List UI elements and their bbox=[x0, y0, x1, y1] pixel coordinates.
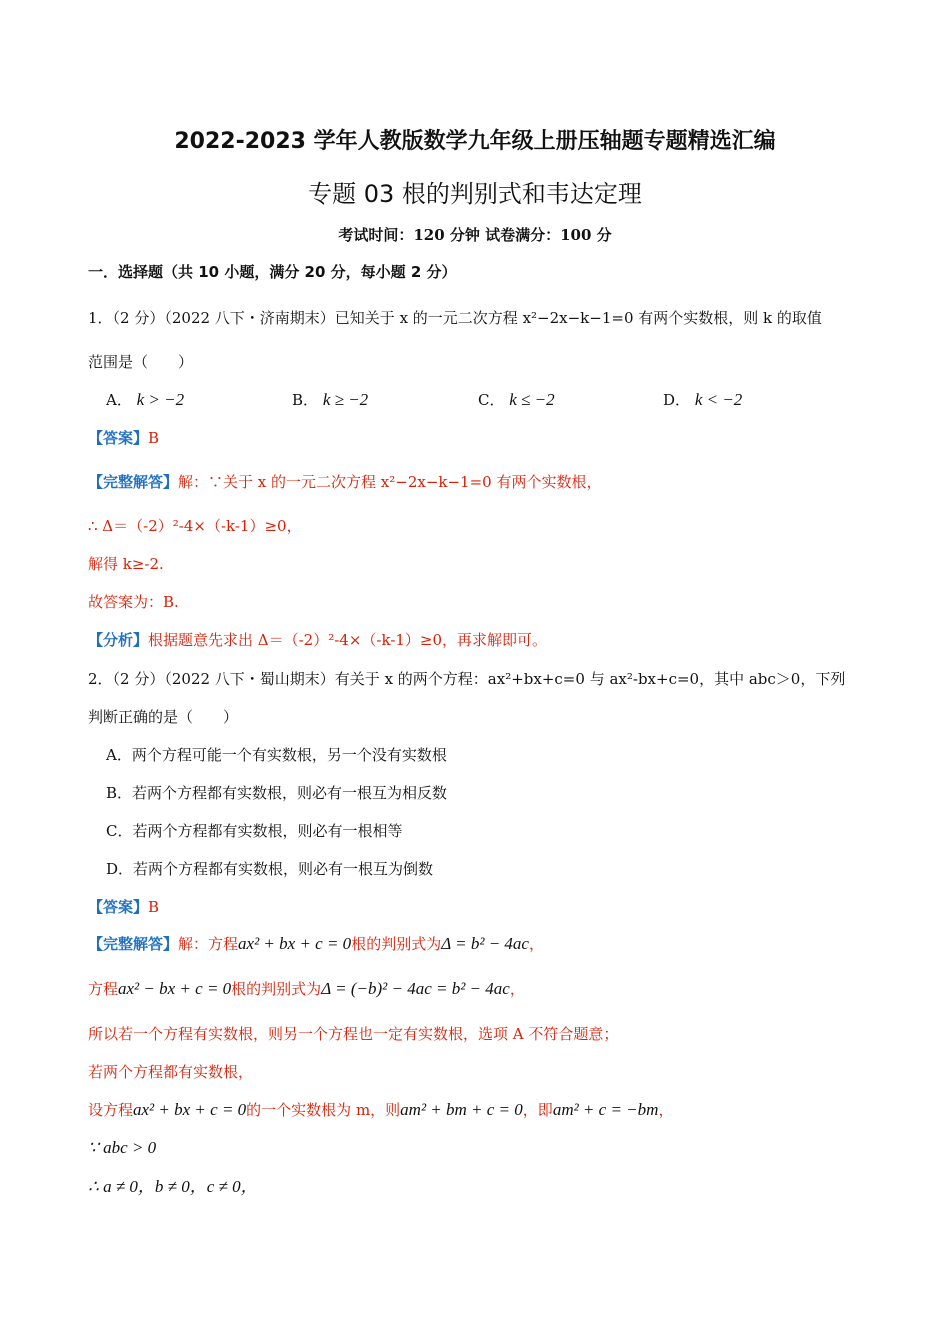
q1-option-b-expr: k ≥ −2 bbox=[322, 390, 369, 409]
q2-solution-text5c: ，即 bbox=[522, 1101, 553, 1119]
q1-option-b bbox=[292, 389, 368, 411]
q1-option-d bbox=[663, 389, 742, 411]
q2-stem-line2: 判断正确的是（ ） bbox=[88, 708, 239, 726]
q2-solution-line7 bbox=[88, 1177, 258, 1197]
q1-option-c bbox=[478, 389, 555, 411]
q2-option-b: B．若两个方程都有实数根，则必有一根互为相反数 bbox=[106, 784, 448, 802]
q2-solution-math6: am² + bm + c = 0 bbox=[400, 1100, 523, 1119]
q2-solution-math1: ax² + bx + c = 0 bbox=[238, 934, 352, 953]
q2-option-a: A．两个方程可能一个有实数根，另一个没有实数根 bbox=[106, 746, 447, 764]
q1-answer bbox=[88, 428, 159, 448]
q1-option-a bbox=[106, 389, 184, 411]
q2-solution-text5d: ， bbox=[658, 1101, 674, 1119]
q1-solution-text1: 解：∵关于 x 的一元二次方程 x²−2x−k−1=0 有两个实数根， bbox=[178, 473, 602, 491]
q2-solution-text2b: 根的判别式为 bbox=[231, 980, 322, 998]
q2-answer bbox=[88, 897, 159, 917]
q1-solution-line1 bbox=[88, 472, 601, 492]
q2-solution-math5: ax² + bx + c = 0 bbox=[133, 1100, 247, 1119]
q2-solution-math3: ax² − bx + c = 0 bbox=[118, 979, 232, 998]
q1-option-c-letter: C． bbox=[478, 391, 505, 409]
q1-option-c-expr: k ≤ −2 bbox=[509, 390, 555, 409]
q1-solution-line3: 解得 k≥-2. bbox=[88, 555, 164, 573]
document-subtitle: 专题 03 根的判别式和韦达定理 bbox=[308, 180, 642, 208]
document-title: 2022-2023 学年人教版数学九年级上册压轴题专题精选汇编 bbox=[174, 129, 776, 154]
q2-solution-math2: Δ = b² − 4ac bbox=[441, 934, 529, 953]
q2-solution-line2 bbox=[88, 979, 525, 999]
q2-solution-line3: 所以若一个方程有实数根，则另一个方程也一定有实数根，选项 A 不符合题意； bbox=[88, 1025, 619, 1043]
q2-solution-text1a: 解：方程 bbox=[178, 935, 239, 953]
q2-answer-label: 【答案】 bbox=[88, 898, 149, 916]
q1-analysis-text: 根据题意先求出 Δ＝（-2）²-4×（-k-1）≥0，再求解即可。 bbox=[148, 631, 548, 649]
q1-analysis-label: 【分析】 bbox=[88, 631, 149, 649]
q1-stem-line2: 范围是（ ） bbox=[88, 353, 194, 371]
q2-answer-value: B bbox=[148, 898, 160, 916]
q2-solution-text5a: 设方程 bbox=[88, 1101, 134, 1119]
q2-solution-text2a: 方程 bbox=[88, 980, 119, 998]
section-heading: 一．选择题（共 10 小题，满分 20 分，每小题 2 分） bbox=[88, 263, 457, 281]
q2-solution-math8: ∵ abc > 0 bbox=[88, 1138, 157, 1157]
q2-solution-line4: 若两个方程都有实数根， bbox=[88, 1063, 254, 1081]
q2-solution-line6 bbox=[88, 1138, 156, 1158]
q1-solution-label: 【完整解答】 bbox=[88, 473, 179, 491]
q2-solution-label: 【完整解答】 bbox=[88, 935, 179, 953]
q2-solution-text2c: ， bbox=[509, 980, 525, 998]
q1-option-b-letter: B． bbox=[292, 391, 319, 409]
q2-option-d: D．若两个方程都有实数根，则必有一根互为倒数 bbox=[106, 860, 434, 878]
q1-option-a-letter: A． bbox=[106, 391, 132, 409]
q1-option-a-expr: k > −2 bbox=[136, 390, 185, 409]
q1-answer-value: B bbox=[148, 429, 160, 447]
q2-solution-text1b: 根的判别式为 bbox=[351, 935, 442, 953]
q2-solution-math9: ∴ a ≠ 0，b ≠ 0，c ≠ 0， bbox=[88, 1177, 258, 1196]
exam-info: 考试时间：120 分钟 试卷满分：100 分 bbox=[338, 226, 612, 244]
q2-solution-math7: am² + c = −bm bbox=[552, 1100, 659, 1119]
q1-solution-line4: 故答案为：B. bbox=[88, 593, 179, 611]
q2-option-c: C．若两个方程都有实数根，则必有一根相等 bbox=[106, 822, 403, 840]
q2-solution-line5 bbox=[88, 1100, 673, 1120]
q2-solution-text1c: ， bbox=[528, 935, 544, 953]
q2-solution-line1 bbox=[88, 934, 544, 954]
q1-solution-line2: ∴ Δ＝（-2）²-4×（-k-1）≥0， bbox=[88, 517, 302, 535]
q2-solution-math4: Δ = (−b)² − 4ac = b² − 4ac bbox=[321, 979, 510, 998]
q1-option-d-expr: k < −2 bbox=[694, 390, 743, 409]
q1-option-d-letter: D． bbox=[663, 391, 691, 409]
q1-analysis bbox=[88, 630, 547, 650]
q2-stem-line1: 2．（2 分）（2022 八下・蜀山期末）有关于 x 的两个方程：ax²+bx+c=0 与 ax²-bx+c=0，其中 abc＞0，下列 bbox=[88, 670, 846, 688]
q2-solution-text5b: 的一个实数根为 m，则 bbox=[246, 1101, 401, 1119]
q1-answer-label: 【答案】 bbox=[88, 429, 149, 447]
q1-stem-line1: 1．（2 分）（2022 八下・济南期末）已知关于 x 的一元二次方程 x²−2x−k−1=0 有两个实数根，则 k 的取值 bbox=[88, 309, 822, 327]
